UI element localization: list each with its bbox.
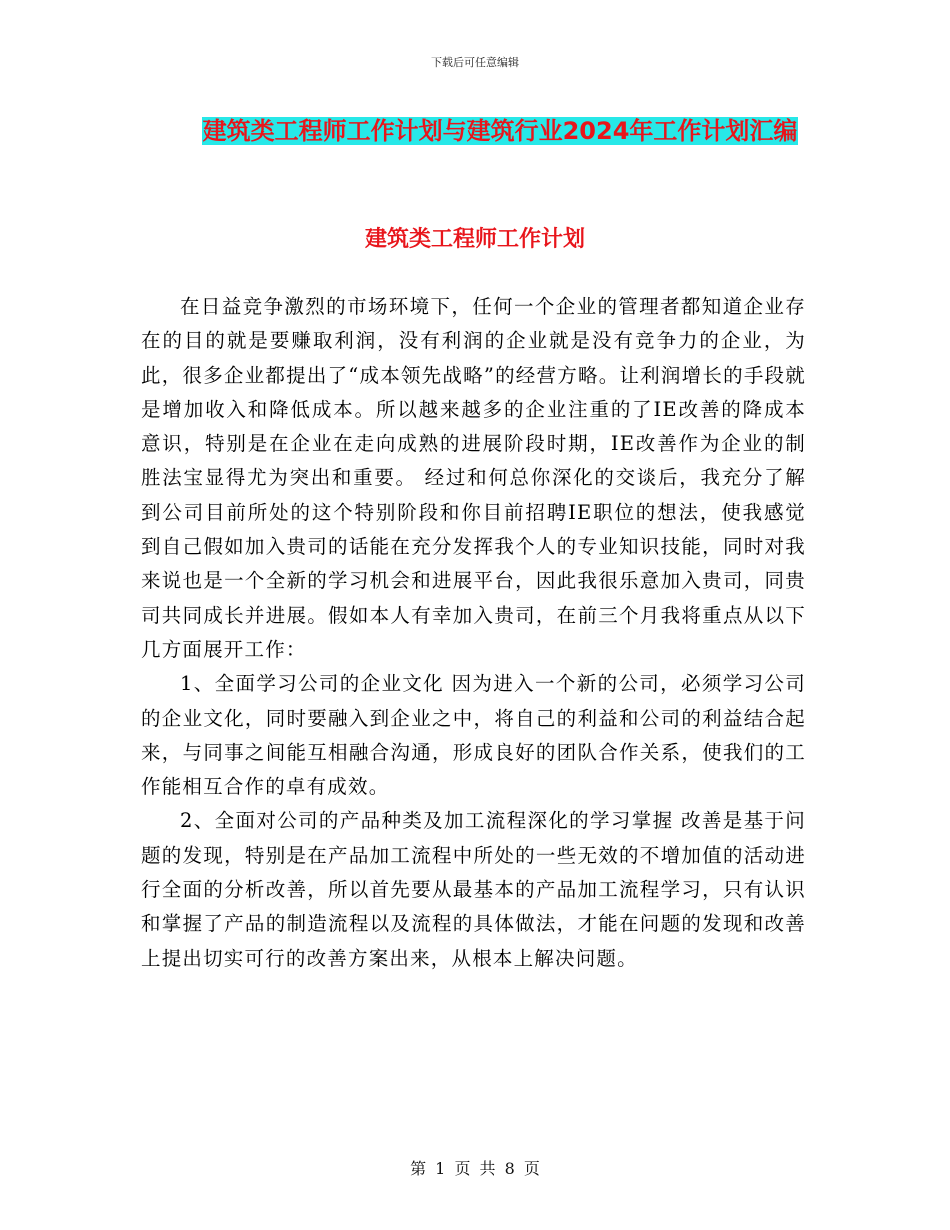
- section-heading: 建筑类工程师工作计划: [364, 227, 585, 252]
- body-paragraph: 在日益竞争激烈的市场环境下，任何一个企业的管理者都知道企业存在的目的就是要赚取利润，没有利润的企业就是没有竞争力的企业，为此，很多企业都提出了“成本领先战略”的经营方略。让利润增长的手段就是增加收入和降低成本。所以越来越多的企业注重的了IE改善的降成本意识，特别是在企业在走向成熟的进展阶段时期，IE改善作为企业的制胜法宝显得尤为突出和重要。 经过和何总你深化的交谈后，我充分了解到公司目前所处的这个特别阶段和你目前招聘IE职位的想法，使我感觉到自己假如加入贵司的话能在充分发挥我个人的专业知识技能，同时对我来说也是一个全新的学习机会和进展平台，因此我很乐意加入贵司，同贵司共同成长并进展。假如本人有幸加入贵司，在前三个月我将重点从以下几方面展开工作：: [141, 295, 806, 661]
- document-title: [185, 110, 815, 152]
- page-header-note: 下载后可任意编辑: [431, 56, 519, 69]
- body-paragraph: 2、全面对公司的产品种类及加工流程深化的学习掌握 改善是基于问题的发现，特别是在产品加工流程中所处的一些无效的不增加值的活动进行全面的分析改善，所以首先要从最基本的产品加工流程学习，只有认识和掌握了产品的制造流程以及流程的具体做法，才能在问题的发现和改善上提出切实可行的改善方案出来，从根本上解决问题。: [141, 809, 806, 970]
- document-body: [141, 290, 806, 976]
- page-number: 第 1 页 共 8 页: [410, 1159, 540, 1178]
- body-paragraph: 1、全面学习公司的企业文化 因为进入一个新的公司，必须学习公司的企业文化，同时要融入到企业之中，将自己的利益和公司的利益结合起来，与同事之间能互相融合沟通，形成良好的团队合作关系，使我们的工作能相互合作的卓有成效。: [141, 672, 806, 799]
- document-title-text: 建筑类工程师工作计划与建筑行业2024年工作计划汇编: [202, 117, 798, 145]
